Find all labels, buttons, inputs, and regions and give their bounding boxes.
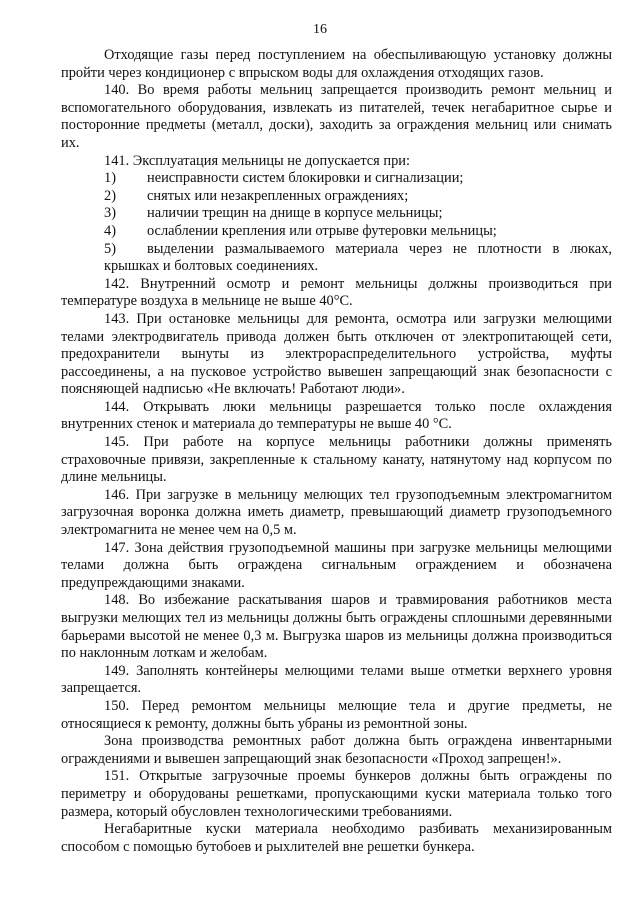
list-item xyxy=(61,188,612,206)
list-141 xyxy=(61,170,612,276)
paragraph-146: 146. При загрузке в мельницу мелющих тел грузоподъемным электромагнитом загрузочная воронка должна иметь диаметр, превышающий диаметр грузоподъемного электромагнита не менее чем на 0,5 м. xyxy=(61,486,612,539)
list-item-text: выделении размалываемого материала через не плотности в люках, крышках и болтовых соединениях. xyxy=(104,240,612,275)
paragraph-intro: Отходящие газы перед поступлением на обеспыливающую установку должны пройти через кондиционер с впрыском воды для охлаждения отходящих газов. xyxy=(61,47,612,81)
paragraph-140: 140. Во время работы мельниц запрещается производить ремонт мельниц и вспомогательного оборудования, извлекать из питателей, течек негабаритное сырье и посторонние предметы (металл, доски), заходить за ограждения мельниц или снимать их. xyxy=(61,82,612,151)
list-item xyxy=(61,170,612,188)
list-item xyxy=(61,241,612,276)
paragraph-147: 147. Зона действия грузоподъемной машины при загрузке мельницы мелющими телами должна быть ограждена сигнальным ограждением и обозначена предупреждающими знаками. xyxy=(61,539,612,591)
list-item-number: 5) xyxy=(104,240,116,257)
paragraph-145: 145. При работе на корпусе мельницы работники должны применять страховочные привязи, закрепленные к стальному канату, натянутому над корпусом по длине мельницы. xyxy=(61,434,612,486)
list-item xyxy=(61,205,612,223)
list-item-number: 3) xyxy=(104,205,116,222)
list-item-number: 4) xyxy=(104,222,116,239)
list-item-text: неисправности систем блокировки и сигнализации; xyxy=(147,170,464,187)
list-item-number: 2) xyxy=(104,187,116,204)
paragraph-144: 144. Открывать люки мельницы разрешается только после охлаждения внутренних стенок и материала до температуры не выше 40 °С. xyxy=(61,398,612,433)
page-number: 16 xyxy=(313,22,327,37)
paragraph-142: 142. Внутренний осмотр и ремонт мельницы должны производиться при температуре воздуха в мельнице не выше 40°С. xyxy=(61,275,612,310)
paragraph-143: 143. При остановке мельницы для ремонта, осмотра или загрузки мелющими телами электродвигатель привода должен быть отключен от электропитающей сети, предохранители вынуты из электрораспределительного устройства, муфты рассоединены, а на пусковое устройство вывешен запрещающий знак безопасности с поясняющей надписью «Не включать! Работают люди». xyxy=(61,310,612,398)
paragraph-141: 141. Эксплуатация мельницы не допускается при: xyxy=(104,152,410,169)
paragraph-150: 150. Перед ремонтом мельницы мелющие тела и другие предметы, не относящиеся к ремонту, должны быть убраны из ремонтной зоны. xyxy=(61,697,612,732)
paragraph-151-continued: Негабаритные куски материала необходимо разбивать механизированным способом с помощью бутобоев и рыхлителей вне решетки бункера. xyxy=(61,821,612,855)
list-item-number: 1) xyxy=(104,170,116,187)
list-item-text: наличии трещин на днище в корпусе мельницы; xyxy=(147,205,443,222)
list-item-text: ослаблении крепления или отрыве футеровки мельницы; xyxy=(147,222,497,239)
paragraph-149: 149. Заполнять контейнеры мелющими телами выше отметки верхнего уровня запрещается. xyxy=(61,662,612,697)
paragraph-150-continued: Зона производства ремонтных работ должна быть ограждена инвентарными ограждениями и вывешен запрещающий знак безопасности «Проход запрещен!». xyxy=(61,733,612,767)
paragraph-148: 148. Во избежание раскатывания шаров и травмирования работников места выгрузки мелющих тел из мельницы должны быть ограждены сплошными деревянными барьерами высотой не менее 0,3 м. Выгрузка шаров из мельницы должна производиться по наклонным лоткам и желобам. xyxy=(61,592,612,662)
paragraph-151: 151. Открытые загрузочные проемы бункеров должны быть ограждены по периметру и оборудованы решетками, пропускающими куски материала только того размера, который обусловлен технологическими требованиями. xyxy=(61,768,612,820)
document-body xyxy=(61,47,612,856)
list-item-text: снятых или незакрепленных ограждениях; xyxy=(147,187,409,204)
list-item xyxy=(61,223,612,241)
